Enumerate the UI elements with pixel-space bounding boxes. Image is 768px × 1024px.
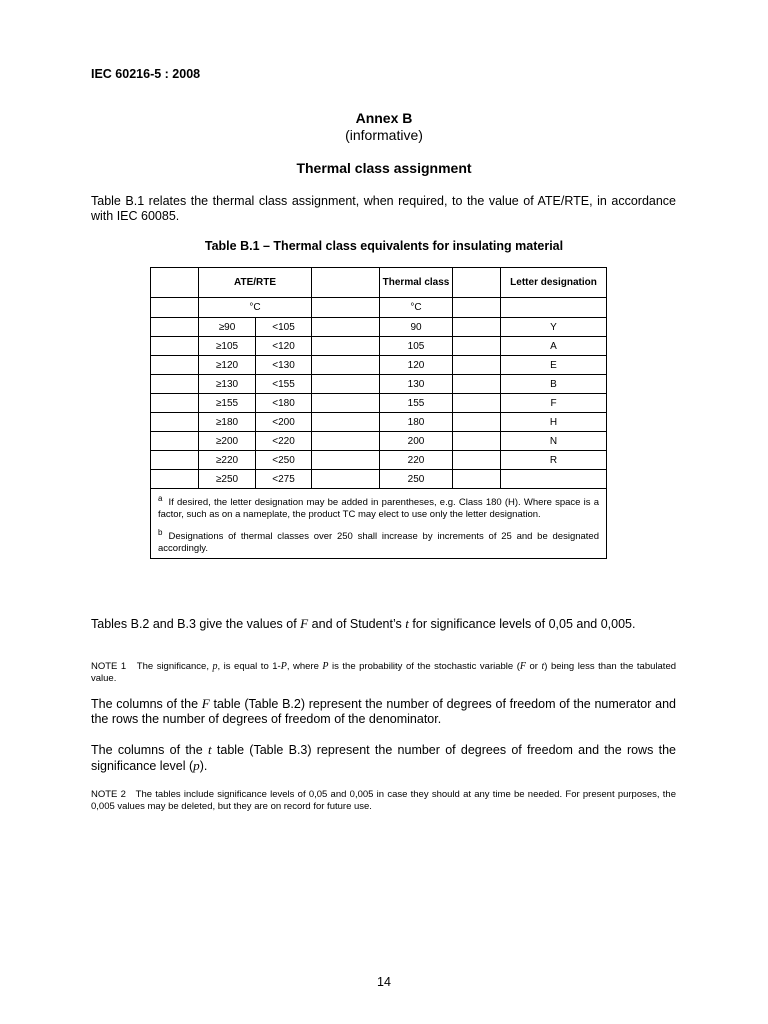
cell-ate-rte-low: ≥200 (199, 432, 256, 451)
footnote-b (158, 527, 599, 555)
table-cell-empty (151, 268, 199, 298)
cell-letter-designation: H (501, 413, 607, 432)
text-run: ). (199, 759, 208, 773)
table-cell-empty (453, 413, 501, 432)
cell-ate-rte-high: <130 (256, 356, 312, 375)
text-run: , is equal to 1- (217, 661, 281, 672)
note-label: NOTE 2 (91, 789, 126, 800)
table-header-row (151, 268, 607, 298)
cell-ate-rte-low: ≥250 (199, 470, 256, 489)
variable-p: p (193, 758, 200, 773)
table-cell-empty (151, 394, 199, 413)
footnote-a (158, 493, 599, 521)
table-row (151, 432, 607, 451)
cell-letter-designation: F (501, 394, 607, 413)
note-label: NOTE 1 (91, 661, 127, 672)
annex-subtitle: (informative) (345, 127, 423, 143)
table-cell-empty (312, 451, 380, 470)
variable-P: P (280, 661, 287, 672)
text-run: is the probability of the stochastic variable ( (328, 661, 520, 672)
table-cell-empty (151, 432, 199, 451)
table-cell-empty (151, 470, 199, 489)
header-ate-rte: ATE/RTE (199, 268, 312, 298)
cell-ate-rte-low: ≥180 (199, 413, 256, 432)
cell-ate-rte-high: <200 (256, 413, 312, 432)
cell-thermal-class: 200 (380, 432, 453, 451)
variable-p: p (212, 661, 218, 672)
header-letter-designation: Letter designation (501, 268, 607, 298)
table-footnotes (151, 489, 607, 559)
cell-letter-designation: B (501, 375, 607, 394)
table-row (151, 318, 607, 337)
cell-letter-designation (501, 470, 607, 489)
footnote-text: If desired, the letter designation may be added in parentheses, e.g. Class 180 (H). Where space is a factor, such as on a nameplate, the product TC may elect to use only the letter designation. (158, 497, 600, 520)
table-cell-empty (151, 451, 199, 470)
table-cell-empty (453, 298, 501, 318)
cell-thermal-class: 120 (380, 356, 453, 375)
table-cell-empty (453, 375, 501, 394)
variable-f: F (201, 696, 210, 711)
table-cell-empty (151, 413, 199, 432)
cell-letter-designation: R (501, 451, 607, 470)
table-row (151, 375, 607, 394)
cell-ate-rte-high: <105 (256, 318, 312, 337)
table-caption: Table B.1 – Thermal class equivalents for insulating material (204, 239, 564, 253)
table-cell-empty (312, 432, 380, 451)
table-row (151, 413, 607, 432)
table-cell-empty (151, 337, 199, 356)
text-run: table (Table B.3) represent the number of degrees of freedom and the rows the significance level ( (91, 743, 676, 773)
cell-ate-rte-high: <120 (256, 337, 312, 356)
variable-t: t (541, 661, 545, 672)
table-cell-empty (453, 318, 501, 337)
table-row (151, 394, 607, 413)
page-number: 14 (377, 975, 391, 989)
header-thermal-class: Thermal class (380, 268, 453, 298)
cell-ate-rte-low: ≥220 (199, 451, 256, 470)
table-cell-empty (453, 470, 501, 489)
variable-f: F (519, 661, 526, 672)
table-row (151, 470, 607, 489)
footnote-mark: a (158, 494, 163, 503)
table-cell-empty (151, 298, 199, 318)
paragraph-t-table (91, 742, 676, 774)
text-run: ) being less than the tabulated value. (91, 661, 677, 684)
table-cell-empty (453, 432, 501, 451)
note-2 (91, 789, 676, 813)
footnote-text: Designations of thermal classes over 250 shall increase by increments of 25 and be designated accordingly. (158, 531, 600, 554)
table-cell-empty (151, 375, 199, 394)
section-title: Thermal class assignment (296, 160, 472, 176)
table-cell-empty (151, 356, 199, 375)
cell-thermal-class: 130 (380, 375, 453, 394)
table-cell-empty (312, 413, 380, 432)
intro-paragraph: Table B.1 relates the thermal class assignment, when required, to the value of ATE/RTE, in accordance with IEC 60085. (91, 194, 676, 223)
annex-title: Annex B (355, 110, 413, 126)
text-run: Tables B.2 and B.3 give the values of (91, 617, 301, 631)
table-cell-empty (453, 451, 501, 470)
cell-thermal-class: 180 (380, 413, 453, 432)
cell-letter-designation: Y (501, 318, 607, 337)
text-run: The columns of the (91, 697, 202, 711)
cell-letter-designation: E (501, 356, 607, 375)
cell-letter-designation: A (501, 337, 607, 356)
cell-thermal-class: 220 (380, 451, 453, 470)
cell-thermal-class: 250 (380, 470, 453, 489)
variable-f: F (300, 616, 309, 631)
table-cell-empty (151, 318, 199, 337)
table-cell-empty (312, 337, 380, 356)
cell-ate-rte-high: <180 (256, 394, 312, 413)
variable-P: P (322, 661, 329, 672)
table-cell-empty (312, 318, 380, 337)
cell-ate-rte-high: <155 (256, 375, 312, 394)
table-cell-empty (501, 298, 607, 318)
cell-ate-rte-low: ≥130 (199, 375, 256, 394)
table-cell-empty (312, 268, 380, 298)
unit-ate-rte: °C (199, 298, 312, 318)
text-run: or (525, 661, 542, 672)
variable-t: t (207, 742, 212, 757)
text-run: for significance levels of 0,05 and 0,005. (408, 617, 636, 631)
cell-ate-rte-low: ≥105 (199, 337, 256, 356)
cell-ate-rte-low: ≥155 (199, 394, 256, 413)
note-1 (91, 661, 676, 685)
thermal-class-table (150, 267, 607, 559)
table-row (151, 451, 607, 470)
table-footnote-row (151, 489, 607, 559)
cell-thermal-class: 105 (380, 337, 453, 356)
cell-ate-rte-high: <250 (256, 451, 312, 470)
table-cell-empty (453, 337, 501, 356)
table-body (151, 268, 607, 559)
cell-letter-designation: N (501, 432, 607, 451)
table-cell-empty (312, 298, 380, 318)
text-run: , where (286, 661, 323, 672)
table-row (151, 356, 607, 375)
cell-ate-rte-high: <220 (256, 432, 312, 451)
table-cell-empty (453, 394, 501, 413)
table-cell-empty (312, 394, 380, 413)
table-units-row (151, 298, 607, 318)
footnote-mark: b (158, 528, 163, 537)
paragraph-tables (91, 616, 676, 632)
paragraph-f-table (91, 696, 676, 727)
table-cell-empty (453, 356, 501, 375)
table-row (151, 337, 607, 356)
text-run: The columns of the (91, 743, 208, 757)
unit-thermal-class: °C (380, 298, 453, 318)
table-cell-empty (312, 375, 380, 394)
text-run: The significance, (136, 661, 213, 672)
text-run: The tables include significance levels of 0,05 and 0,005 in case they should at any time be needed. For present purposes, the 0,005 values may be deleted, but they are on record for future use. (91, 789, 677, 812)
cell-thermal-class: 90 (380, 318, 453, 337)
table-cell-empty (453, 268, 501, 298)
text-run: and of Student’s (308, 617, 406, 631)
cell-thermal-class: 155 (380, 394, 453, 413)
cell-ate-rte-high: <275 (256, 470, 312, 489)
cell-ate-rte-low: ≥90 (199, 318, 256, 337)
text-run: table (Table B.2) represent the number of degrees of freedom of the numerator and the rows the number of degrees of freedom of the denominator. (91, 697, 676, 726)
table-cell-empty (312, 356, 380, 375)
cell-ate-rte-low: ≥120 (199, 356, 256, 375)
table-cell-empty (312, 470, 380, 489)
variable-t: t (405, 616, 409, 631)
standard-header: IEC 60216-5 : 2008 (91, 67, 201, 81)
